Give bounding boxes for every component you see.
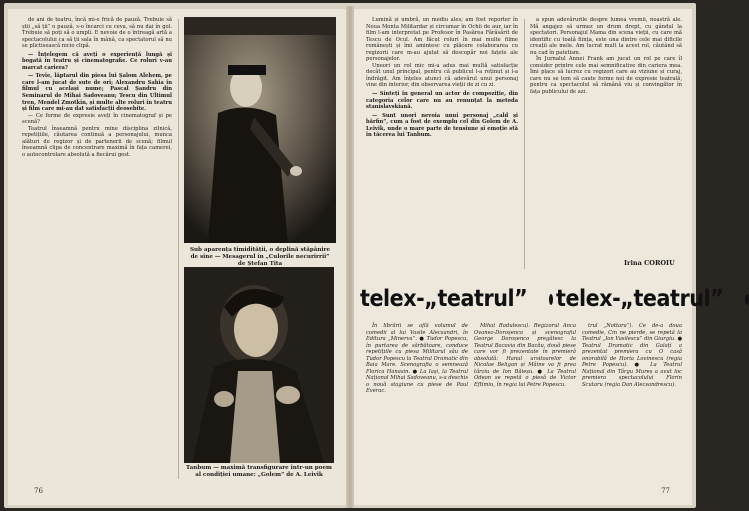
paragraph: Lumină și umbră, un mediu ales; am fost reporter în Noua Monta Militardar și circumar în Ochii de aur, iar în film l-am interpretat pe Profesor în Pasărea Fărăsărit de Tescu de Ocul. Am făcut roluri în mai multe filme românești și îmi amintesc cu plăcere colaborarea cu regizorii care m-au ajutat să descopăr noi fațete ale personajelor. <box>366 17 518 63</box>
page-number-left: 76 <box>34 487 43 495</box>
interview-question: — Sinteți în general un actor de compoziție, din categoria celor care nu au renunțat la metoda stanislavskiană. <box>366 91 518 111</box>
telex-heading-2: telex-„teatrul” <box>555 286 724 312</box>
paragraph: — Ce forme de expresie aveți în cinematograf și pe scenă? <box>22 112 172 126</box>
author-signature: Irina COROIU <box>624 259 675 267</box>
right-page <box>354 9 724 505</box>
magazine-spread <box>4 3 724 508</box>
paragraph: a spun adevărurile despre lumea vremii, noastră ale. Mă angajez să urmez un drum drept, cu gândul la spectatori. Personajul Mama din scena vieții, cu care mă identific cu toată ființa, este una dintre cele mai dificile creații ale mele. Am lucrat mult la acest rol, căutând să nu cad în patetism. <box>530 17 682 56</box>
book-gutter <box>346 6 354 508</box>
right-column-1 <box>366 17 518 267</box>
paragraph: Teatrul înseamnă pentru mine disciplina zilnică, repetițiile, căutarea continuă a personajului, munca alături de regizor și de partenerii de scenă; filmul înseamnă clipa de concentrare maximă în fața camerei, o autocontrolare absolută a fiecărui gest. <box>22 125 172 158</box>
paragraph: de ani de teatru, încă mi-e frică de pauză. Trebuie să știi „să ții” o pauză, s-o încarci cu ceva, să nu dai în gol. Trebuie să poți să o umpli. E nevoie de o întreagă artă a spectacolului ca să ții sala în mână, ca spectatorul să nu se plictisească nicio clipă. <box>22 17 172 50</box>
interview-question: — Înțelegem că aveți o experiență lungă și bogată în teatru și cinematografie. Ce roluri v-au marcat cariera? <box>22 51 172 71</box>
telex-column-3: trul „Nottara”). Ce de-a doua comedie, Cin ne pierde, se repetă la Teatrul „Ion Vasilescu” din Giurgiu. ● Teatrul Dramatic din Galați a prezentat premiera cu O casă onorabilă de Horia Lovinescu (regia Petre Popescu). ● La Teatrul Național din Târgu Mureș a avut loc premiera spectacolului Florin Scutaru (regia Dan Alecsandrescu). <box>582 323 682 388</box>
bullet-icon <box>745 294 749 305</box>
actor-photo-top <box>184 17 336 243</box>
telex-heading-1: telex-„teatrul” <box>360 286 528 312</box>
photo-caption-top: Sub aparența timidității, o deplină stăpânire de sine — Mesagerul în „Culorile necurirrii” de Ștefan Tita <box>189 247 331 267</box>
interview-answer: — Tevie, lăptarul din piesa lui Șalom Alehem, pe care l-am jucat de sute de ori; Alexandru Sahia în filmul cu același nume; Pascal Șandru din Seminarul de Mihai Sadoveanu; Tescu din Ultimul tren, Mendel Zmotkin, și multe alte roluri în teatru și film care mi-au dat satisfacții deosebite. <box>22 73 172 113</box>
actor-photo-bottom <box>184 267 334 463</box>
telex-column-1: În librării se află volumul de comedii al lui Vasile Alecsandri, în Editura „Minerva”. ● Tudor Popescu, în purtarea de sărbătoare, conduce repetițiile cu piesa Militarul său de Tudor Popescu la Teatrul Dramatic din Baia Mare. Scenografia o semnează Florica Hanasin. ● La Iași, la Teatrul Național Mihai Sadoveanu, s-a deschis o nouă stagiune cu piese de Paul Everac. <box>366 323 468 395</box>
photo-caption-bottom: Tanbum — maximă transfigurare într-un poem al condiției umane: „Golem” de A. Leivik <box>186 465 332 478</box>
photo-tanbum <box>184 267 334 463</box>
telex-column-2: Mihai Radulescu). Regizorul Anca Ovanez-Doroșenco și scenograful George Doroșenco pregătesc la Teatrul Bacovia din Bacău, două piese care vor fi prezentate în premieră absolută: Hanul ursitoarelor de Nicolae Beligan și Mâine va fi prea târziu de Ion Băieșu. ● La Teatrul Odeon se repetă o piesă de Victor Eftimiu, în regia lui Petre Popescu. <box>474 323 576 388</box>
left-column-1 <box>22 17 172 473</box>
left-page <box>8 9 346 505</box>
right-column-2 <box>530 17 682 257</box>
bullet-icon <box>549 294 553 305</box>
telex-banner <box>360 281 724 317</box>
page-number-right: 77 <box>661 487 670 495</box>
column-rule <box>178 19 179 479</box>
paragraph: Uneori un rol mic mi-a adus mai multă satisfacție decât unul principal, pentru că publicul l-a reținut și l-a îndrăgit. Am înțeles atunci că adevărul unui personaj vine din interior, din observarea vieții de zi cu zi. <box>366 62 518 89</box>
paragraph: În Jurnalul Annei Frank am jucat un rol pe care îl consider printre cele mai semnificative din cariera mea. Îmi place să lucrez cu regizori care au viziune și curaj, care nu se tem să caute forme noi de expresie teatrală, pentru ca spectacolul să rămână viu și convingător în fața publicului de azi. <box>530 56 682 96</box>
column-rule <box>524 19 525 269</box>
interview-answer: — Sunt unori nevoia unui personaj „cald și bărfin”, cum a fost de exemplu cel din Golem de A. Leivik, unde o mare parte de tensiune și emoție stă în tăcerea lui Tanbum. <box>366 112 518 139</box>
photo-mesagerul <box>184 17 336 243</box>
